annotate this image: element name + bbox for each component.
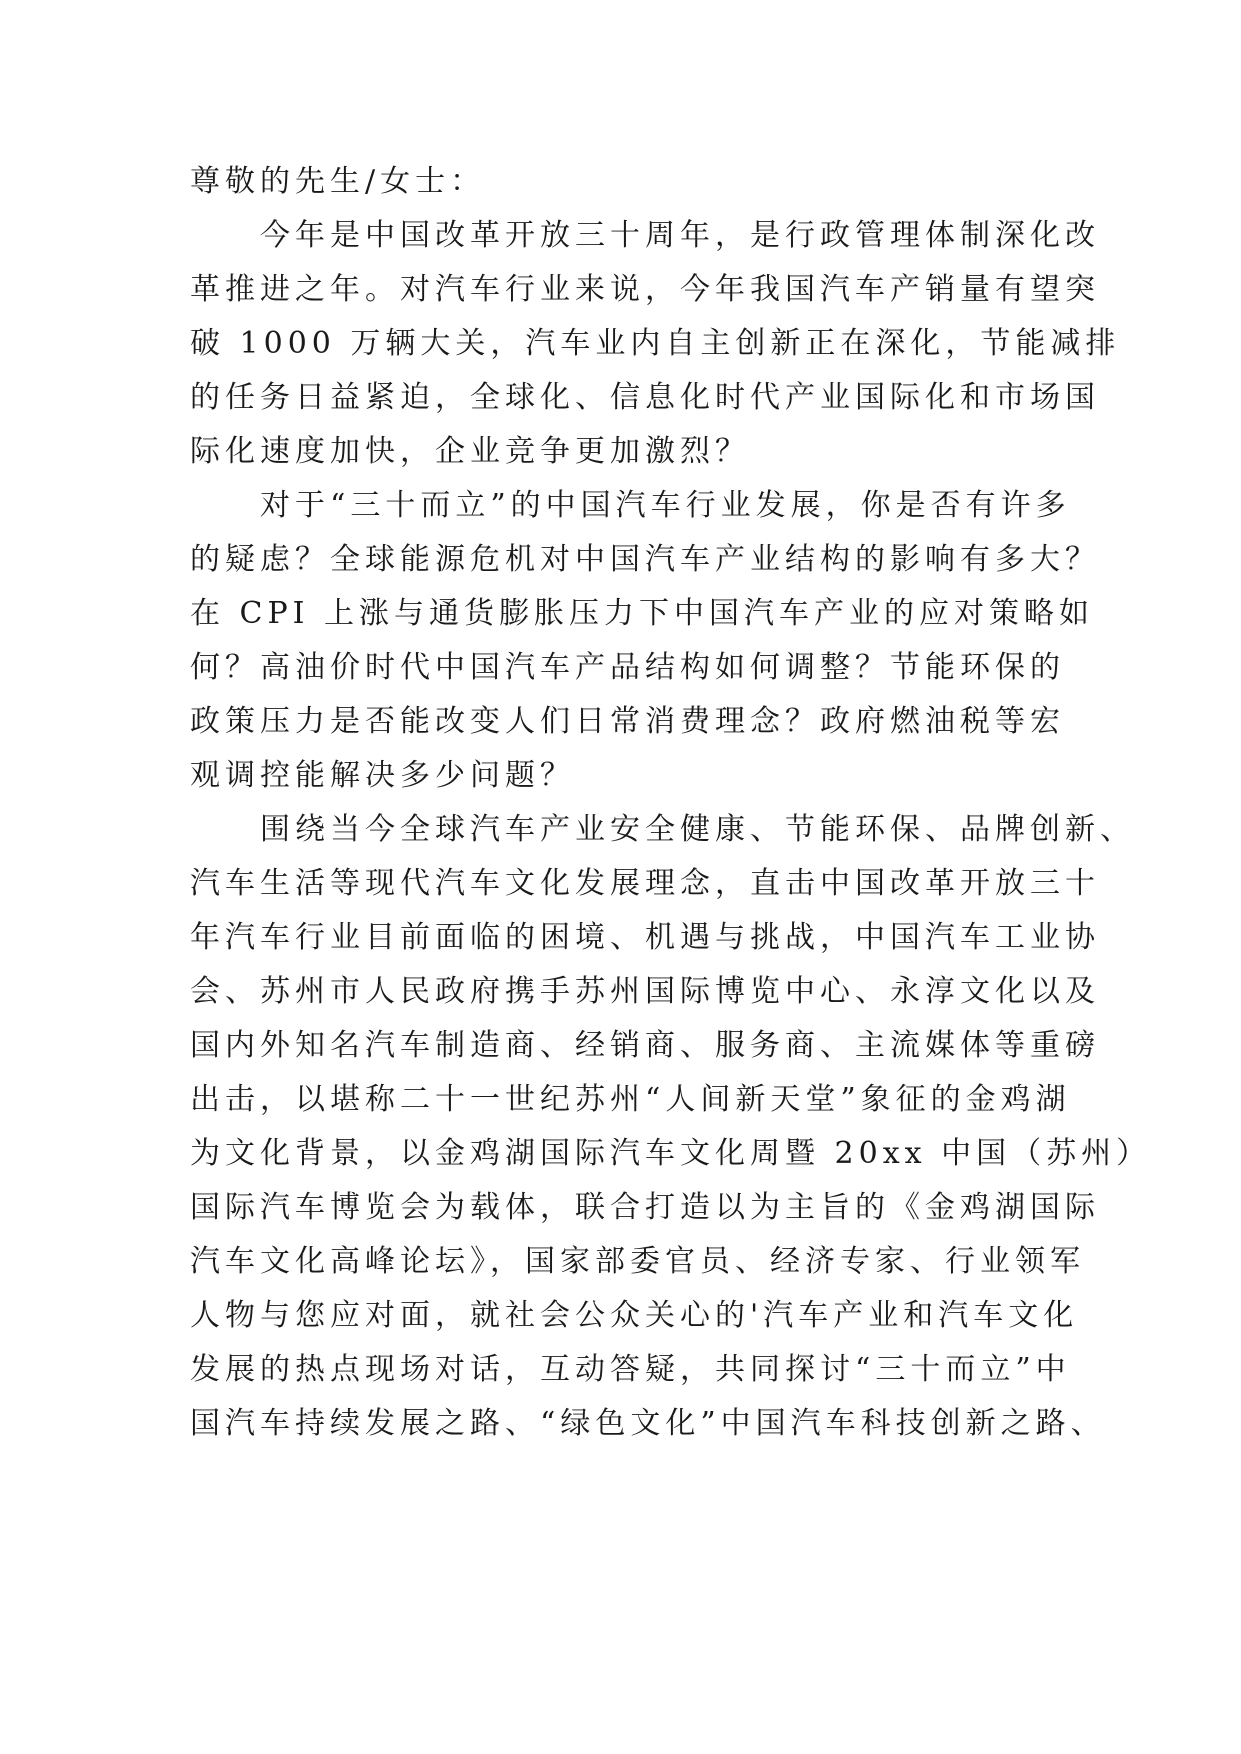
paragraph-1-line: 的任务日益紧迫，全球化、信息化时代产业国际化和市场国 (190, 380, 1100, 415)
paragraph-2-line: 何？高油价时代中国汽车产品结构如何调整？节能环保的 (190, 650, 1065, 685)
paragraph-3-line: 国汽车持续发展之路、“绿色文化”中国汽车科技创新之路、 (190, 1406, 1106, 1441)
paragraph-1-line: 革推进之年。对汽车行业来说，今年我国汽车产销量有望突 (190, 272, 1100, 307)
paragraph-2-line: 的疑虑？全球能源危机对中国汽车产业结构的影响有多大？ (190, 542, 1100, 577)
letter-body (190, 155, 1152, 1451)
paragraph-2-line: 观调控能解决多少问题？ (190, 758, 575, 793)
paragraph-3-line: 围绕当今全球汽车产业安全健康、节能环保、品牌创新、 (260, 812, 1135, 847)
paragraph-3-line: 年汽车行业目前面临的困境、机遇与挑战，中国汽车工业协 (190, 920, 1100, 955)
paragraph-3-line: 出击，以堪称二十一世纪苏州“人间新天堂”象征的金鸡湖 (190, 1082, 1071, 1117)
paragraph-1-line: 破 1000 万辆大关，汽车业内自主创新正在深化，节能减排 (190, 326, 1121, 361)
paragraph-1-line: 今年是中国改革开放三十周年，是行政管理体制深化改 (260, 218, 1100, 253)
paragraph-3-line: 人物与您应对面，就社会公众关心的'汽车产业和汽车文化 (190, 1298, 1079, 1333)
paragraph-3-line: 国际汽车博览会为载体，联合打造以为主旨的《金鸡湖国际 (190, 1190, 1100, 1225)
salutation: 尊敬的先生/女士： (190, 164, 486, 199)
paragraph-3-line: 发展的热点现场对话，互动答疑，共同探讨“三十而立”中 (190, 1352, 1071, 1387)
paragraph-2-line: 政策压力是否能改变人们日常消费理念？政府燃油税等宏 (190, 704, 1065, 739)
paragraph-2-line: 在 CPI 上涨与通货膨胀压力下中国汽车产业的应对策略如 (190, 596, 1095, 631)
paragraph-3-line: 国内外知名汽车制造商、经销商、服务商、主流媒体等重磅 (190, 1028, 1100, 1063)
paragraph-3-line: 汽车文化高峰论坛》，国家部委官员、经济专家、行业领军 (190, 1244, 1085, 1279)
paragraph-2-line: 对于“三十而立”的中国汽车行业发展，你是否有许多 (260, 488, 1071, 523)
paragraph-3-line: 会、苏州市人民政府携手苏州国际博览中心、永淳文化以及 (190, 974, 1100, 1009)
paragraph-1-line: 际化速度加快，企业竞争更加激烈？ (190, 434, 750, 469)
paragraph-3-line: 汽车生活等现代汽车文化发展理念，直击中国改革开放三十 (190, 866, 1100, 901)
paragraph-3-line: 为文化背景，以金鸡湖国际汽车文化周暨 20xx 中国（苏州） (190, 1136, 1152, 1171)
